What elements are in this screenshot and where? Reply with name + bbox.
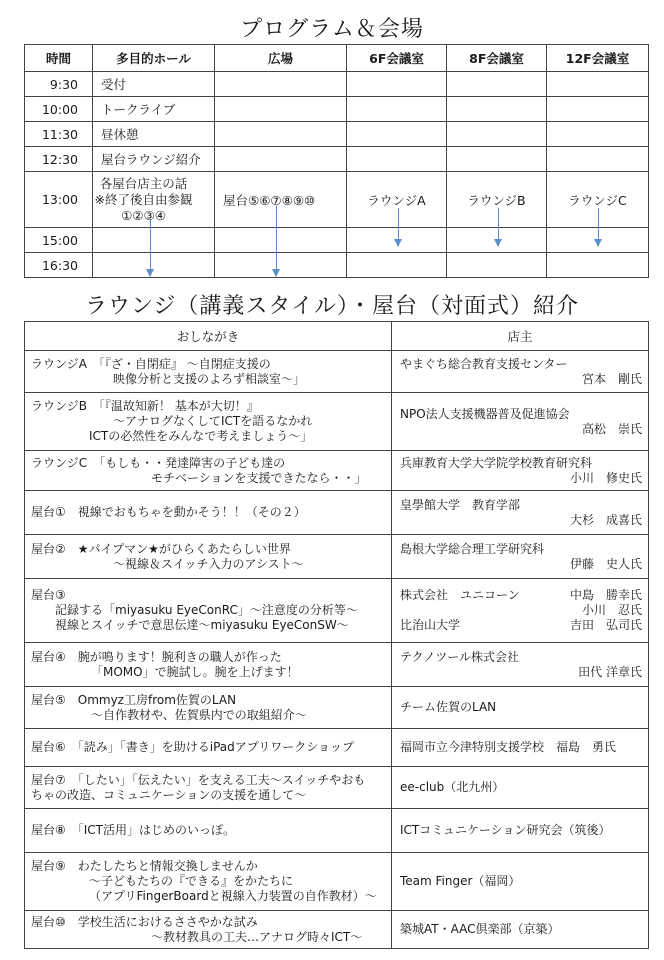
- lounge-row: [25, 491, 649, 535]
- plaza-cell: [215, 147, 347, 172]
- host-cell: [392, 687, 649, 729]
- lounge-row: [25, 451, 649, 491]
- host-name: 伊藤 史人氏: [569, 556, 642, 571]
- host-cell: [392, 729, 649, 767]
- host-org: 築城AT・AAC倶楽部（京築）: [400, 922, 560, 936]
- continuation-arrow-6f: [398, 208, 399, 246]
- host-name: 吉田 弘司氏: [569, 618, 642, 632]
- host-cell: [392, 579, 649, 643]
- f12-cell: [547, 147, 649, 172]
- hall-cell: トークライブ: [93, 97, 215, 122]
- lounge-row: [25, 767, 649, 809]
- menu-cell: [25, 911, 392, 949]
- menu-line: ラウンジB 「『温故知新！ 基本が大切！』: [31, 399, 259, 413]
- f12-cell: [547, 253, 649, 278]
- f8-cell: ラウンジB: [447, 172, 547, 228]
- host-name: 小川 忍氏: [581, 603, 642, 617]
- schedule-row: [25, 72, 649, 97]
- plaza-cell: [215, 122, 347, 147]
- lounge-row: [25, 535, 649, 579]
- f6-cell: [347, 253, 447, 278]
- continuation-arrow-8f: [498, 208, 499, 246]
- f6-cell: [347, 97, 447, 122]
- continuation-arrow-hall: [150, 220, 151, 276]
- host-cell: [392, 393, 649, 451]
- menu-line: 屋台⑦ 「したい」「伝えたい」を支える工夫～スイッチやおも: [31, 772, 366, 787]
- host-org: 株式会社 ユニコーン: [400, 588, 520, 602]
- plaza-cell: [215, 72, 347, 97]
- lounge-row: [25, 643, 649, 687]
- menu-line: ちゃの改造、コミュニケーションの支援を通して～: [31, 787, 307, 802]
- hall-note-line: 各屋台店主の話: [99, 175, 188, 191]
- host-org: ICTコミュニケーション研究会（筑後）: [400, 823, 611, 837]
- host-name: 高松 崇氏: [581, 421, 642, 436]
- host-line: [400, 603, 642, 618]
- menu-line: 視線とスイッチで意思伝達～miyasuku EyeConSW～: [55, 618, 349, 632]
- header-time: 時間: [25, 45, 93, 72]
- f12-cell: [547, 97, 649, 122]
- continuation-arrow-plaza: [276, 206, 277, 276]
- plaza-cell: [215, 228, 347, 253]
- host-org: やまぐち総合教育支援センター: [400, 356, 568, 371]
- lounge-row: [25, 351, 649, 393]
- host-cell: [392, 853, 649, 911]
- schedule-row: [25, 172, 649, 228]
- f12-cell: [547, 122, 649, 147]
- menu-line: ～視線＆スイッチ入力のアシスト～: [113, 556, 304, 571]
- time-cell: 12:30: [25, 147, 93, 172]
- menu-line: ～アナログなくしてICTを語るなかれ: [113, 414, 313, 428]
- menu-line: 屋台② ★パイプマン★がひらくあたらしい世界: [31, 541, 291, 556]
- menu-line: 屋台⑩ 学校生活におけるささやかな試み: [31, 914, 258, 929]
- f6-cell: [347, 122, 447, 147]
- header-12f: 12F会議室: [547, 45, 649, 72]
- hall-cell: 受付: [93, 72, 215, 97]
- menu-cell: [25, 393, 392, 451]
- hall-cell: 屋台ラウンジ紹介: [93, 147, 215, 172]
- menu-line: ラウンジA 「『ざ・自閉症』 ～自閉症支援の: [31, 356, 271, 371]
- host-cell: [392, 451, 649, 491]
- host-cell: [392, 351, 649, 393]
- menu-line: 屋台③: [31, 588, 66, 602]
- menu-line: 記録する「miyasuku EyeConRC」～注意度の分析等～: [55, 603, 358, 617]
- schedule-row: [25, 228, 649, 253]
- host-org: 兵庫教育大学大学院学校教育研究科: [400, 455, 593, 470]
- lounge-row: [25, 393, 649, 451]
- schedule-row: [25, 97, 649, 122]
- host-name: 小川 修史氏: [569, 470, 642, 485]
- lounge-row: [25, 809, 649, 853]
- schedule-table: [24, 44, 649, 278]
- f12-cell: [547, 72, 649, 97]
- f8-cell: [447, 147, 547, 172]
- header-6f: 6F会議室: [347, 45, 447, 72]
- lounge-table: [24, 321, 649, 949]
- plaza-cell: 屋台⑤⑥⑦⑧⑨⑩: [215, 172, 347, 228]
- header-8f: 8F会議室: [447, 45, 547, 72]
- host-cell: [392, 767, 649, 809]
- schedule-row: [25, 122, 649, 147]
- host-name: 田代 洋章氏: [578, 664, 642, 679]
- host-org: NPO法人支援機器普及促進協会: [400, 406, 570, 421]
- hall-cell: [93, 172, 215, 228]
- f12-cell: ラウンジC: [547, 172, 649, 228]
- lounge-row: [25, 853, 649, 911]
- header-plaza: 広場: [215, 45, 347, 72]
- header-host: 店主: [392, 322, 649, 351]
- menu-cell: [25, 809, 392, 853]
- menu-line: （アプリFingerBoardと視線入力装置の自作教材）～: [89, 889, 377, 903]
- schedule-row: [25, 253, 649, 278]
- menu-cell: [25, 853, 392, 911]
- host-line: [400, 588, 642, 603]
- time-cell: 11:30: [25, 122, 93, 147]
- menu-line: モチベーションを支援できたなら・・」: [151, 470, 367, 485]
- time-cell: 16:30: [25, 253, 93, 278]
- host-org: ee-club（北九州）: [400, 780, 505, 794]
- program-title: プログラム＆会場: [240, 17, 424, 42]
- menu-line: 屋台⑤ Ommyz工房from佐賀のLAN: [31, 692, 237, 707]
- header-menu: おしながき: [25, 322, 392, 351]
- menu-line: ～子どもたちの『できる』をかたちに: [89, 874, 294, 888]
- menu-line: 映像分析と支援のよろず相談室～」: [113, 371, 306, 386]
- f8-cell: [447, 253, 547, 278]
- f8-cell: [447, 122, 547, 147]
- f8-cell: [447, 72, 547, 97]
- time-cell: 15:00: [25, 228, 93, 253]
- menu-line: 屋台④ 腕が鳴ります！腕利きの職人が作った: [31, 649, 282, 664]
- host-name: 宮本 剛氏: [581, 371, 642, 386]
- host-cell: [392, 809, 649, 853]
- menu-line: 「MOMO」で腕試し。腕を上げます！: [91, 664, 299, 679]
- f6-cell: [347, 72, 447, 97]
- lounge-row: [25, 911, 649, 949]
- host-org: 島根大学総合理工学研究科: [400, 541, 545, 556]
- menu-line: ラウンジC 「もしも・・発達障害の子ども達の: [31, 455, 286, 470]
- hall-note-line: ※終了後自由参観: [94, 191, 193, 207]
- schedule-header-row: [25, 45, 649, 72]
- host-org: Team Finger（福岡）: [400, 874, 521, 888]
- time-cell: 9:30: [25, 72, 93, 97]
- menu-cell: [25, 579, 392, 643]
- host-name: 中島 勝幸氏: [569, 588, 642, 602]
- menu-cell: [25, 451, 392, 491]
- lounge-header-row: [25, 322, 649, 351]
- menu-line: 屋台⑥ 「読み」「書き」を助けるiPadアプリワークショップ: [31, 740, 355, 754]
- menu-cell: [25, 687, 392, 729]
- menu-cell: [25, 729, 392, 767]
- menu-line: 屋台⑧ 「ICT活用」はじめのいっぽ。: [31, 823, 236, 837]
- menu-line: ～教材教具の工夫…アナログ時々ICT～: [151, 929, 363, 944]
- menu-cell: [25, 491, 392, 535]
- host-org: 比治山大学: [400, 618, 461, 632]
- menu-line: 屋台① 視線でおもちゃを動かそう！！（その２）: [31, 505, 306, 519]
- time-cell: 13:00: [25, 172, 93, 228]
- menu-cell: [25, 535, 392, 579]
- hall-note-line: ①②③④: [121, 207, 166, 223]
- menu-line: ICTの必然性をみんなで考えましょう～」: [89, 429, 313, 443]
- plaza-cell: [215, 97, 347, 122]
- host-cell: [392, 643, 649, 687]
- host-cell: [392, 911, 649, 949]
- host-name: 大杉 成喜氏: [569, 512, 642, 527]
- menu-line: 屋台⑨ わたしたちと情報交換しませんか: [31, 859, 258, 873]
- lounge-row: [25, 729, 649, 767]
- host-org: 福岡市立今津特別支援学校 福島 勇氏: [400, 740, 617, 754]
- hall-cell: 昼休憩: [93, 122, 215, 147]
- menu-line: ～自作教材や、佐賀県内での取組紹介～: [91, 707, 307, 722]
- host-cell: [392, 491, 649, 535]
- plaza-cell: [215, 253, 347, 278]
- host-cell: [392, 535, 649, 579]
- time-cell: 10:00: [25, 97, 93, 122]
- menu-cell: [25, 767, 392, 809]
- hall-cell: [93, 228, 215, 253]
- lounge-title: ラウンジ（講義スタイル）・屋台（対面式）紹介: [84, 294, 579, 319]
- f8-cell: [447, 97, 547, 122]
- schedule-row: [25, 147, 649, 172]
- menu-cell: [25, 643, 392, 687]
- f6-cell: ラウンジA: [347, 172, 447, 228]
- host-line: [400, 618, 642, 633]
- f6-cell: [347, 147, 447, 172]
- lounge-row: [25, 579, 649, 643]
- header-hall: 多目的ホール: [93, 45, 215, 72]
- host-org: 皇學館大学 教育学部: [400, 497, 521, 512]
- host-org: チーム佐賀のLAN: [400, 700, 497, 714]
- lounge-row: [25, 687, 649, 729]
- host-org: テクノツール株式会社: [400, 649, 520, 664]
- continuation-arrow-12f: [598, 208, 599, 246]
- menu-cell: [25, 351, 392, 393]
